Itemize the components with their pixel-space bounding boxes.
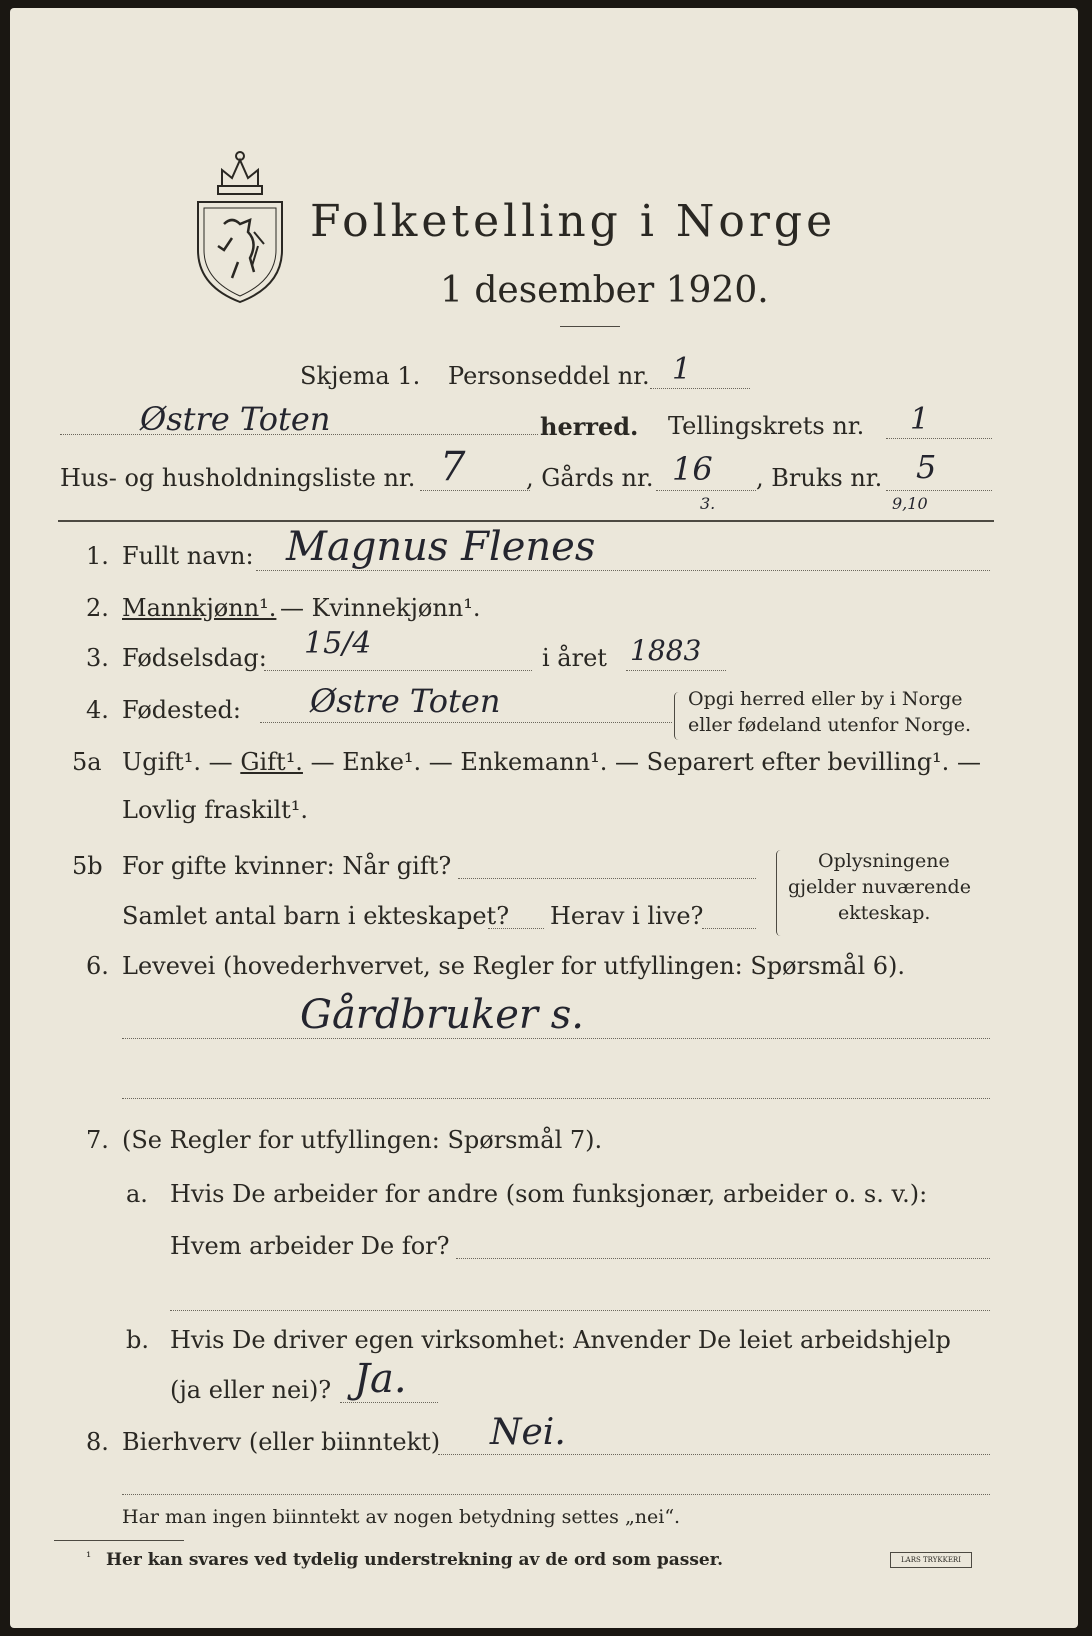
q3-value: 15/4 <box>304 626 372 661</box>
hus-value: 7 <box>440 444 466 490</box>
q7b-value: Ja. <box>354 1356 407 1402</box>
footer-note: Har man ingen biinntekt av nogen betydning settes „nei“. <box>122 1506 681 1528</box>
q3-line <box>264 670 532 671</box>
q1-line <box>256 570 990 571</box>
q7a-line-extra <box>170 1310 990 1311</box>
herred-value: Østre Toten <box>140 400 331 438</box>
q7-number: 7. <box>86 1126 109 1154</box>
q4-note-2: eller fødeland utenfor Norge. <box>688 714 972 736</box>
hus-label: Hus- og husholdningsliste nr. <box>60 464 416 492</box>
q7b-letter: b. <box>126 1326 149 1354</box>
q1-number: 1. <box>86 542 109 570</box>
gards-value: 16 <box>672 450 713 488</box>
q8-label: Bierhverv (eller biinntekt) <box>122 1428 441 1456</box>
personseddel-value: 1 <box>672 352 692 387</box>
q6-line-2 <box>122 1098 990 1099</box>
bruks-line <box>886 490 992 491</box>
gards-label: , Gårds nr. <box>526 464 654 492</box>
hus-line <box>420 490 530 491</box>
q8-line <box>438 1454 990 1455</box>
q1-label: Fullt navn: <box>122 542 254 570</box>
q4-line <box>260 722 672 723</box>
q7a-line-1: Hvis De arbeider for andre (som funksjonær, arbeider o. s. v.): <box>170 1180 928 1208</box>
q4-value: Østre Toten <box>310 682 501 720</box>
q3-number: 3. <box>86 644 109 672</box>
footnote-rule <box>54 1540 184 1541</box>
q2-male: Mannkjønn¹. <box>122 594 277 622</box>
tellingskrets-line <box>886 438 992 439</box>
q6-number: 6. <box>86 952 109 980</box>
q2-number: 2. <box>86 594 109 622</box>
q6-line-1 <box>122 1038 990 1039</box>
bruks-value: 5 <box>916 448 937 486</box>
tellingskrets-label: Tellingskrets nr. <box>668 412 865 440</box>
q5a-number: 5a <box>72 748 102 776</box>
footnote-mark: ¹ <box>86 1550 92 1565</box>
bruks-sub-value: 9,10 <box>892 494 928 513</box>
q5b-married-line <box>458 878 756 879</box>
q4-note-1: Opgi herred eller by i Norge <box>688 688 963 710</box>
q6-value: Gårdbruker s. <box>300 992 585 1038</box>
q7a-letter: a. <box>126 1180 148 1208</box>
printer-stamp: LARS TRYKKERI <box>890 1552 972 1568</box>
q5a-line-2: Lovlig fraskilt¹. <box>122 796 309 824</box>
q5b-number: 5b <box>72 852 103 880</box>
q5b-alive-label: Herav i live? <box>550 902 704 930</box>
q3-year-label: i året <box>542 644 607 672</box>
q6-label: Levevei (hovederhvervet, se Regler for utfyllingen: Spørsmål 6). <box>122 952 906 980</box>
form-subtitle: 1 desember 1920. <box>440 270 769 311</box>
q8-value: Nei. <box>490 1412 566 1453</box>
gards-line <box>656 490 756 491</box>
personseddel-label: Personseddel nr. <box>448 362 650 390</box>
q7b-line-2: (ja eller nei)? <box>170 1376 332 1404</box>
q5a-rest: — Enke¹. — Enkemann¹. — Separert efter bevilling¹. — <box>302 748 981 776</box>
q5b-alive-line <box>702 928 756 929</box>
q4-label: Fødested: <box>122 696 241 724</box>
q5b-note-2: gjelder nuværende <box>788 876 971 898</box>
q7-label: (Se Regler for utfyllingen: Spørsmål 7). <box>122 1126 603 1154</box>
q7a-line-2: Hvem arbeider De for? <box>170 1232 450 1260</box>
q5b-children-label: Samlet antal barn i ekteskapet? <box>122 902 510 930</box>
q1-value: Magnus Flenes <box>286 524 596 570</box>
q3-year-line <box>626 670 726 671</box>
q7b-line-1: Hvis De driver egen virksomhet: Anvender De leiet arbeidshjelp <box>170 1326 951 1354</box>
q5a-ugift: Ugift¹. — <box>122 748 241 776</box>
footnote-text: Her kan svares ved tydelig understrekning av de ord som passer. <box>106 1550 724 1570</box>
q5a-line-1 <box>122 748 981 776</box>
q5b-note-3: ekteskap. <box>838 902 931 924</box>
q5a-gift: Gift¹. <box>240 748 303 776</box>
bruks-label: , Bruks nr. <box>756 464 883 492</box>
personseddel-line <box>650 388 750 389</box>
q8-number: 8. <box>86 1428 109 1456</box>
q5b-note-1: Oplysningene <box>818 850 950 872</box>
q7b-line <box>340 1402 438 1403</box>
census-form-page <box>10 8 1078 1628</box>
title-divider <box>560 326 620 327</box>
norway-coat-of-arms-icon <box>188 146 292 306</box>
herred-label: herred. <box>540 412 639 441</box>
gards-sub-value: 3. <box>700 494 716 513</box>
q3-year-value: 1883 <box>630 634 702 667</box>
q3-label: Fødselsdag: <box>122 644 267 672</box>
form-title: Folketelling i Norge <box>310 196 837 247</box>
q5b-children-line <box>488 928 544 929</box>
q4-brace <box>674 692 683 740</box>
q4-number: 4. <box>86 696 109 724</box>
q5b-brace <box>776 850 785 936</box>
q5b-line-1: For gifte kvinner: Når gift? <box>122 852 452 880</box>
q2-female: — Kvinnekjønn¹. <box>280 594 481 622</box>
q8-line-extra <box>122 1494 990 1495</box>
skjema-label: Skjema 1. <box>300 362 421 390</box>
tellingskrets-value: 1 <box>910 402 930 437</box>
q7a-employer-line <box>456 1258 990 1259</box>
header-separator <box>58 520 994 522</box>
